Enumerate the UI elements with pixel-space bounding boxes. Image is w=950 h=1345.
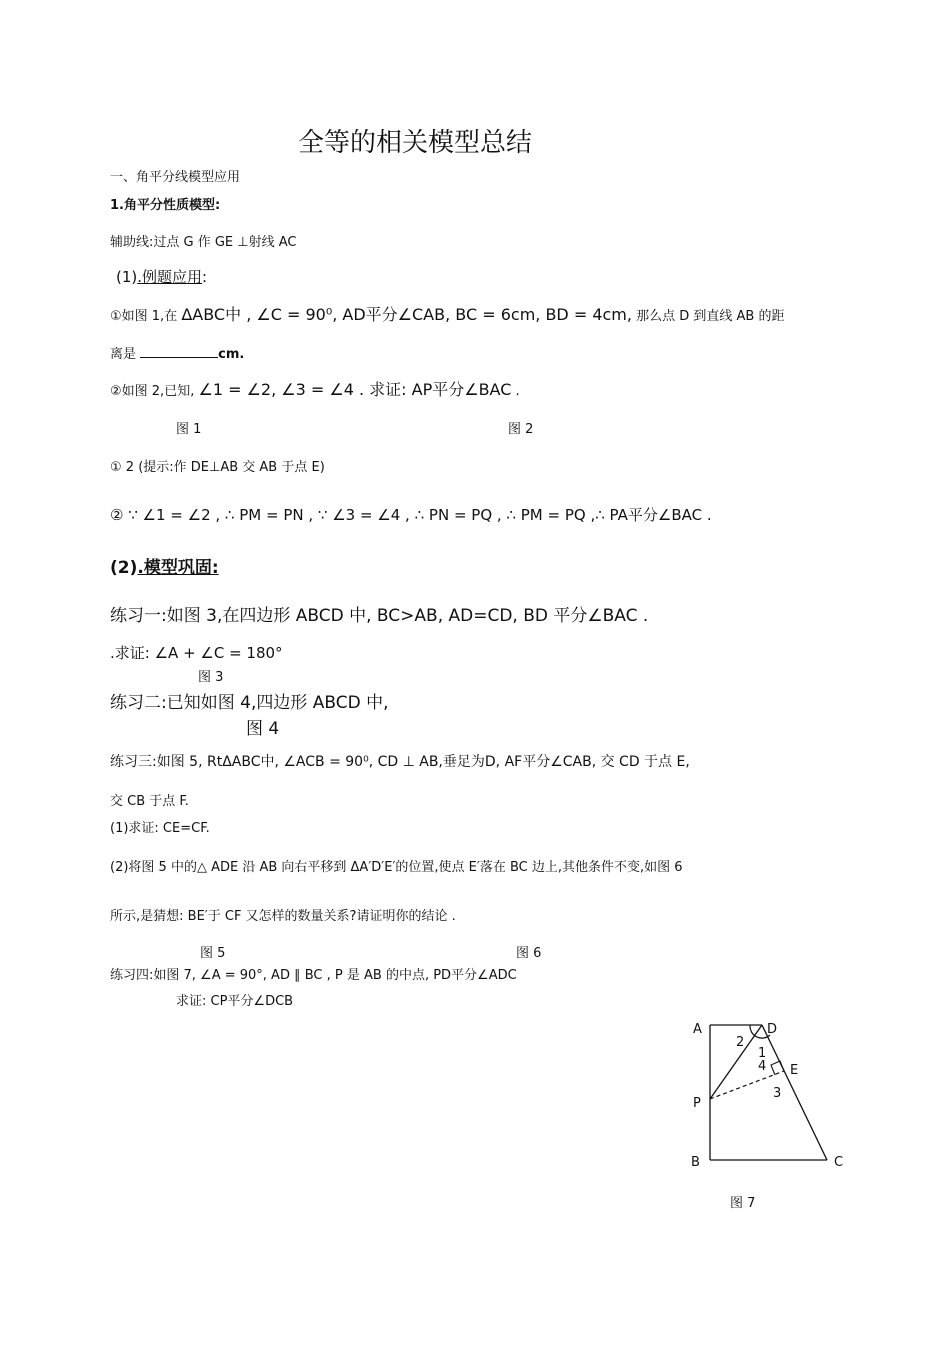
question-2-prefix: ②如图 2,已知, [110, 384, 195, 399]
exercise-3-question-2: (2)将图 5 中的△ ADE 沿 AB 向右平移到 ΔA′D′E′的位置,使点 E′落在 BC 边上,其他条件不变,如图 6 [110, 860, 683, 875]
answer-1: ① 2 (提示:作 DE⊥AB 交 AB 于点 E) [110, 460, 325, 475]
page-title: 全等的相关模型总结 [298, 128, 533, 158]
answer-unit: cm. [218, 347, 245, 362]
figure-2-caption: 图 2 [508, 422, 534, 437]
figure-7-caption: 图 7 [730, 1196, 756, 1211]
section-heading: 一、角平分线模型应用 [110, 170, 241, 185]
question-2 [110, 380, 520, 400]
label-p: P [693, 1096, 701, 1111]
exercise-4-prove: 求证: CP平分∠DCB [176, 994, 294, 1009]
figure-4-caption: 图 4 [246, 719, 280, 739]
angle-label-3: 3 [773, 1086, 782, 1101]
label-c: C [834, 1155, 844, 1170]
example-heading-label: .例题应用 [137, 268, 203, 286]
question-2-suffix: . [515, 384, 520, 399]
segment-dc [762, 1025, 827, 1160]
label-b: B [691, 1155, 700, 1170]
example-heading-number: (1) [116, 268, 138, 286]
question-1 [110, 305, 784, 325]
exercise-1: 练习一:如图 3,在四边形 ABCD 中, BC>AB, AD=CD, BD 平分∠BAC . [110, 606, 649, 626]
figure-7-diagram [680, 1015, 860, 1175]
example-heading [116, 268, 207, 286]
figure-3-caption: 图 3 [198, 670, 224, 685]
exercise-3-question-1: (1)求证: CE=CF. [110, 821, 210, 836]
auxiliary-line-text: 辅助线:过点 G 作 GE ⊥射线 AC [110, 235, 297, 250]
angle-label-2: 2 [736, 1035, 745, 1050]
question-1-prefix: ①如图 1,在 [110, 309, 178, 324]
consolidation-number: (2) [110, 558, 138, 578]
answer-blank [140, 345, 218, 358]
question-1-suffix: 那么点 D 到直线 AB 的距 [636, 309, 785, 324]
exercise-2: 练习二:已知如图 4,四边形 ABCD 中, [110, 693, 389, 713]
figure-6-caption: 图 6 [516, 946, 542, 961]
question-1-line2 [110, 345, 244, 363]
angle-label-4: 4 [758, 1059, 767, 1074]
label-d: D [767, 1022, 778, 1037]
question-2-math: ∠1 = ∠2, ∠3 = ∠4 . 求证: AP平分∠BAC [198, 380, 512, 399]
figure-5-caption: 图 5 [200, 946, 226, 961]
question-1-math: ΔABC中 , ∠C = 90⁰, AD平分∠CAB, BC = 6cm, BD = 4cm, [181, 305, 632, 324]
exercise-1-prove: .求证: ∠A + ∠C = 180° [110, 644, 283, 662]
question-1-line2-prefix: 离是 [110, 347, 137, 362]
exercise-3-line2: 交 CB 于点 F. [110, 794, 189, 809]
label-e: E [790, 1063, 799, 1078]
answer-2: ② ∵ ∠1 = ∠2 , ∴ PM = PN , ∵ ∠3 = ∠4 , ∴ PN = PQ , ∴ PM = PQ ,∴ PA平分∠BAC . [110, 506, 712, 524]
exercise-3-line1: 练习三:如图 5, RtΔABC中, ∠ACB = 90⁰, CD ⊥ AB,垂足为D, AF平分∠CAB, 交 CD 于点 E, [110, 754, 690, 770]
figure-1-caption: 图 1 [176, 422, 202, 437]
subsection-heading: 1.角平分性质模型: [110, 198, 221, 213]
exercise-4: 练习四:如图 7, ∠A = 90°, AD ∥ BC , P 是 AB 的中点, PD平分∠ADC [110, 968, 517, 983]
exercise-3-question-2-line2: 所示,是猜想: BE′于 CF 又怎样的数量关系?请证明你的结论 . [110, 909, 456, 924]
consolidation-heading [110, 558, 219, 578]
angle-label-1: 1 [758, 1046, 767, 1061]
example-heading-colon: : [202, 268, 208, 286]
label-a: A [693, 1022, 702, 1037]
consolidation-label: .模型巩固: [137, 558, 219, 578]
